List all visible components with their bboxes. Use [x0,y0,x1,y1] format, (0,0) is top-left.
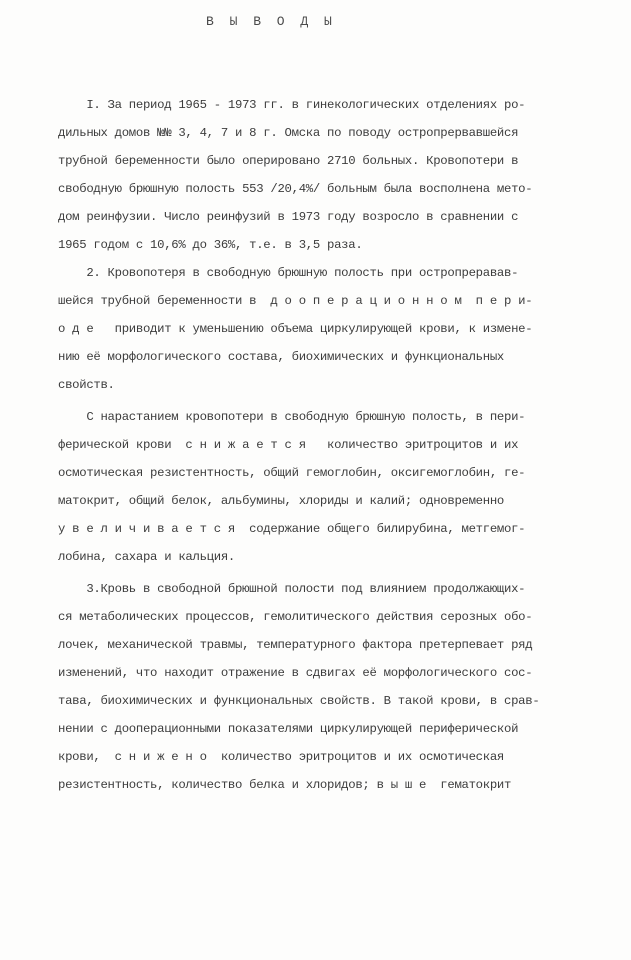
text-line: ферической крови с н и ж а е т с я количество эритроцитов и их [58,438,519,452]
text-line: лобина, сахара и кальция. [58,550,235,564]
text-line: изменений, что находит отражение в сдвигах её морфологического сос- [58,666,533,680]
text-line: 1965 годом с 10,6% до 36%, т.е. в 3,5 раза. [58,238,363,252]
text-line: тава, биохимических и функциональных свойств. В такой крови, в срав- [58,694,540,708]
text-line: 3.Кровь в свободной брюшной полости под влиянием продолжающих- [58,582,526,596]
text-line: резистентность, количество белка и хлоридов; в ы ш е гематокрит [58,778,512,792]
text-line: нию её морфологического состава, биохимических и функциональных [58,350,504,364]
text-line: у в е л и ч и в а е т с я содержание общего билирубина, метгемог- [58,522,526,536]
text-line: крови, с н и ж е н о количество эритроцитов и их осмотическая [58,750,504,764]
text-line: свободную брюшную полость 553 /20,4%/ больным была восполнена мето- [58,182,533,196]
text-line: матокрит, общий белок, альбумины, хлориды и калий; одновременно [58,494,504,508]
text-line: ся метаболических процессов, гемолитического действия серозных обо- [58,610,533,624]
text-line: дильных домов №№ 3, 4, 7 и 8 г. Омска по поводу остропрервавшейся [58,126,519,140]
text-line: дом реинфузии. Число реинфузий в 1973 году возросло в сравнении с [58,210,519,224]
text-line: С нарастанием кровопотери в свободную брюшную полость, в пери- [58,410,526,424]
text-line: свойств. [58,378,115,392]
text-line: о д е приводит к уменьшению объема циркулирующей крови, к измене- [58,322,533,336]
text-line: нении с дооперационными показателями циркулирующей периферической [58,722,519,736]
text-line: I. За период 1965 - 1973 гг. в гинекологических отделениях ро- [58,98,526,112]
page-title: В Ы В О Д Ы [206,14,336,29]
text-line: лочек, механической травмы, температурного фактора претерпевает ряд [58,638,533,652]
text-line: 2. Кровопотеря в свободную брюшную полость при остропреравав- [58,266,519,280]
text-line: осмотическая резистентность, общий гемоглобин, оксигемоглобин, ге- [58,466,526,480]
text-line: шейся трубной беременности в д о о п е р а ц и о н н о м п е р и- [58,294,533,308]
text-line: трубной беременности было оперировано 2710 больных. Кровопотери в [58,154,519,168]
